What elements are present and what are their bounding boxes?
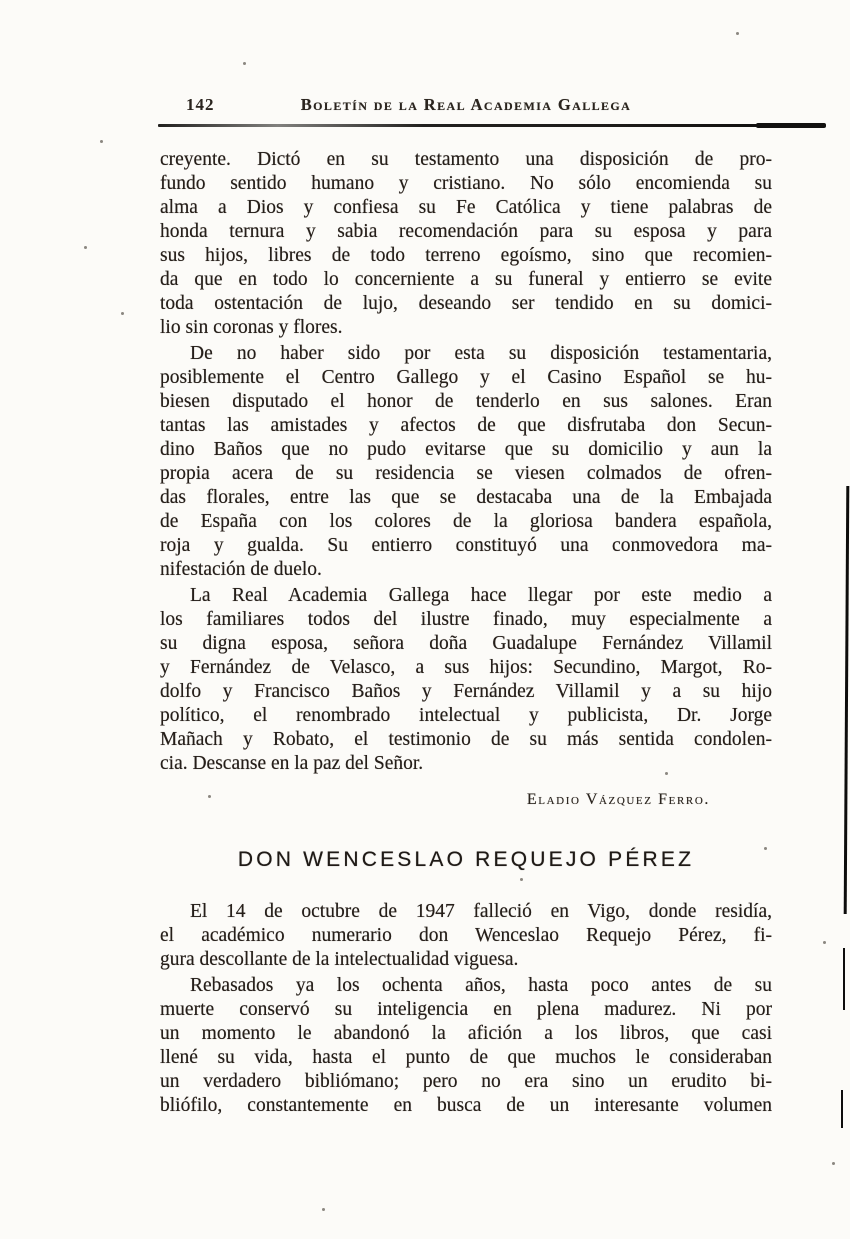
text-line: dino Baños que no pudo evitarse que su domicilio y aun la <box>160 439 772 460</box>
scan-edge-artifact <box>843 948 845 1010</box>
scan-speck <box>322 1208 325 1211</box>
text-line: nifestación de duelo. <box>160 559 322 580</box>
text-line: posiblemente el Centro Gallego y el Casino Español se hu- <box>160 367 772 388</box>
text-line: los familiares todos del ilustre finado, muy especialmente a <box>160 609 772 630</box>
text-line: alma a Dios y confiesa su Fe Católica y tiene palabras de <box>160 197 772 218</box>
scan-edge-artifact <box>841 1090 843 1128</box>
text-line: biesen disputado el honor de tenderlo en sus salones. Eran <box>160 391 772 412</box>
scan-speck <box>665 772 668 775</box>
text-line: de España con los colores de la gloriosa bandera española, <box>160 511 772 532</box>
paragraph <box>160 974 772 1118</box>
header-rule <box>158 124 822 127</box>
text-line: honda ternura y sabia recomendación para su esposa y para <box>160 221 772 242</box>
scan-speck <box>736 32 739 35</box>
scan-speck <box>121 312 124 315</box>
text-line: el académico numerario don Wenceslao Requejo Pérez, fi- <box>160 925 772 946</box>
scan-speck <box>832 1162 835 1165</box>
text-line: propia acera de su residencia se viesen colmados de ofren- <box>160 463 772 484</box>
text-line: fundo sentido humano y cristiano. No sólo encomienda su <box>160 173 772 194</box>
text-line: Mañach y Robato, el testimonio de su más sentida condolen- <box>160 729 772 750</box>
paragraph <box>160 900 772 972</box>
text-line: La Real Academia Gallega hace llegar por este medio a <box>190 585 772 606</box>
text-line: su digna esposa, señora doña Guadalupe Fernández Villamil <box>160 633 772 654</box>
text-line: das florales, entre las que se destacaba una de la Embajada <box>160 487 772 508</box>
text-line: lio sin coronas y flores. <box>160 317 343 338</box>
text-line: un momento le abandonó la afición a los libros, que casi <box>160 1023 772 1044</box>
running-header <box>160 95 772 117</box>
scan-edge-artifact <box>844 486 849 914</box>
scan-speck <box>84 246 87 249</box>
text-line: da que en todo lo concerniente a su funeral y entierro se evite <box>160 269 772 290</box>
page-body <box>160 148 772 1120</box>
text-line: sus hijos, libres de todo terreno egoísmo, sino que recomien- <box>160 245 772 266</box>
scan-speck <box>100 140 103 143</box>
scan-speck <box>823 941 826 944</box>
text-line: un verdadero bibliómano; pero no era sino un erudito bi- <box>160 1071 772 1092</box>
text-line: dolfo y Francisco Baños y Fernández Villamil y a su hijo <box>160 681 772 702</box>
text-line: roja y gualda. Su entierro constituyó una conmovedora ma- <box>160 535 772 556</box>
scan-speck <box>208 795 211 798</box>
text-line: Rebasados ya los ochenta años, hasta poco antes de su <box>190 975 772 996</box>
obituary-signature: Eladio Vázquez Ferro. <box>526 791 710 808</box>
journal-title: Boletín de la Real Academia Gallega <box>300 95 632 114</box>
text-line: tantas las amistades y afectos de que disfrutaba don Secun- <box>160 415 772 436</box>
paragraph <box>160 148 772 340</box>
scan-speck <box>520 878 523 881</box>
obituary-text <box>160 148 772 776</box>
text-line: llené su vida, hasta el punto de que muchos le consideraban <box>160 1047 772 1068</box>
paragraph <box>160 584 772 776</box>
text-line: El 14 de octubre de 1947 falleció en Vigo, donde residía, <box>190 901 772 922</box>
section-heading: DON WENCESLAO REQUEJO PÉREZ <box>237 848 695 871</box>
text-line: toda ostentación de lujo, deseando ser tendido en su domici- <box>160 293 772 314</box>
text-line: cia. Descanse en la paz del Señor. <box>160 753 424 774</box>
text-line: gura descollante de la intelectualidad viguesa. <box>160 949 519 970</box>
text-line: político, el renombrado intelectual y publicista, Dr. Jorge <box>160 705 772 726</box>
scan-speck <box>764 847 767 850</box>
paragraph <box>160 342 772 582</box>
section-text <box>160 900 772 1118</box>
page-number: 142 <box>186 95 215 114</box>
scan-speck <box>243 62 246 65</box>
text-line: creyente. Dictó en su testamento una disposición de pro- <box>160 149 772 170</box>
text-line: bliófilo, constantemente en busca de un interesante volumen <box>160 1095 772 1116</box>
text-line: y Fernández de Velasco, a sus hijos: Secundino, Margot, Ro- <box>160 657 772 678</box>
text-line: De no haber sido por esta su disposición testamentaria, <box>190 343 772 364</box>
text-line: muerte conservó su inteligencia en plena madurez. Ni por <box>160 999 772 1020</box>
